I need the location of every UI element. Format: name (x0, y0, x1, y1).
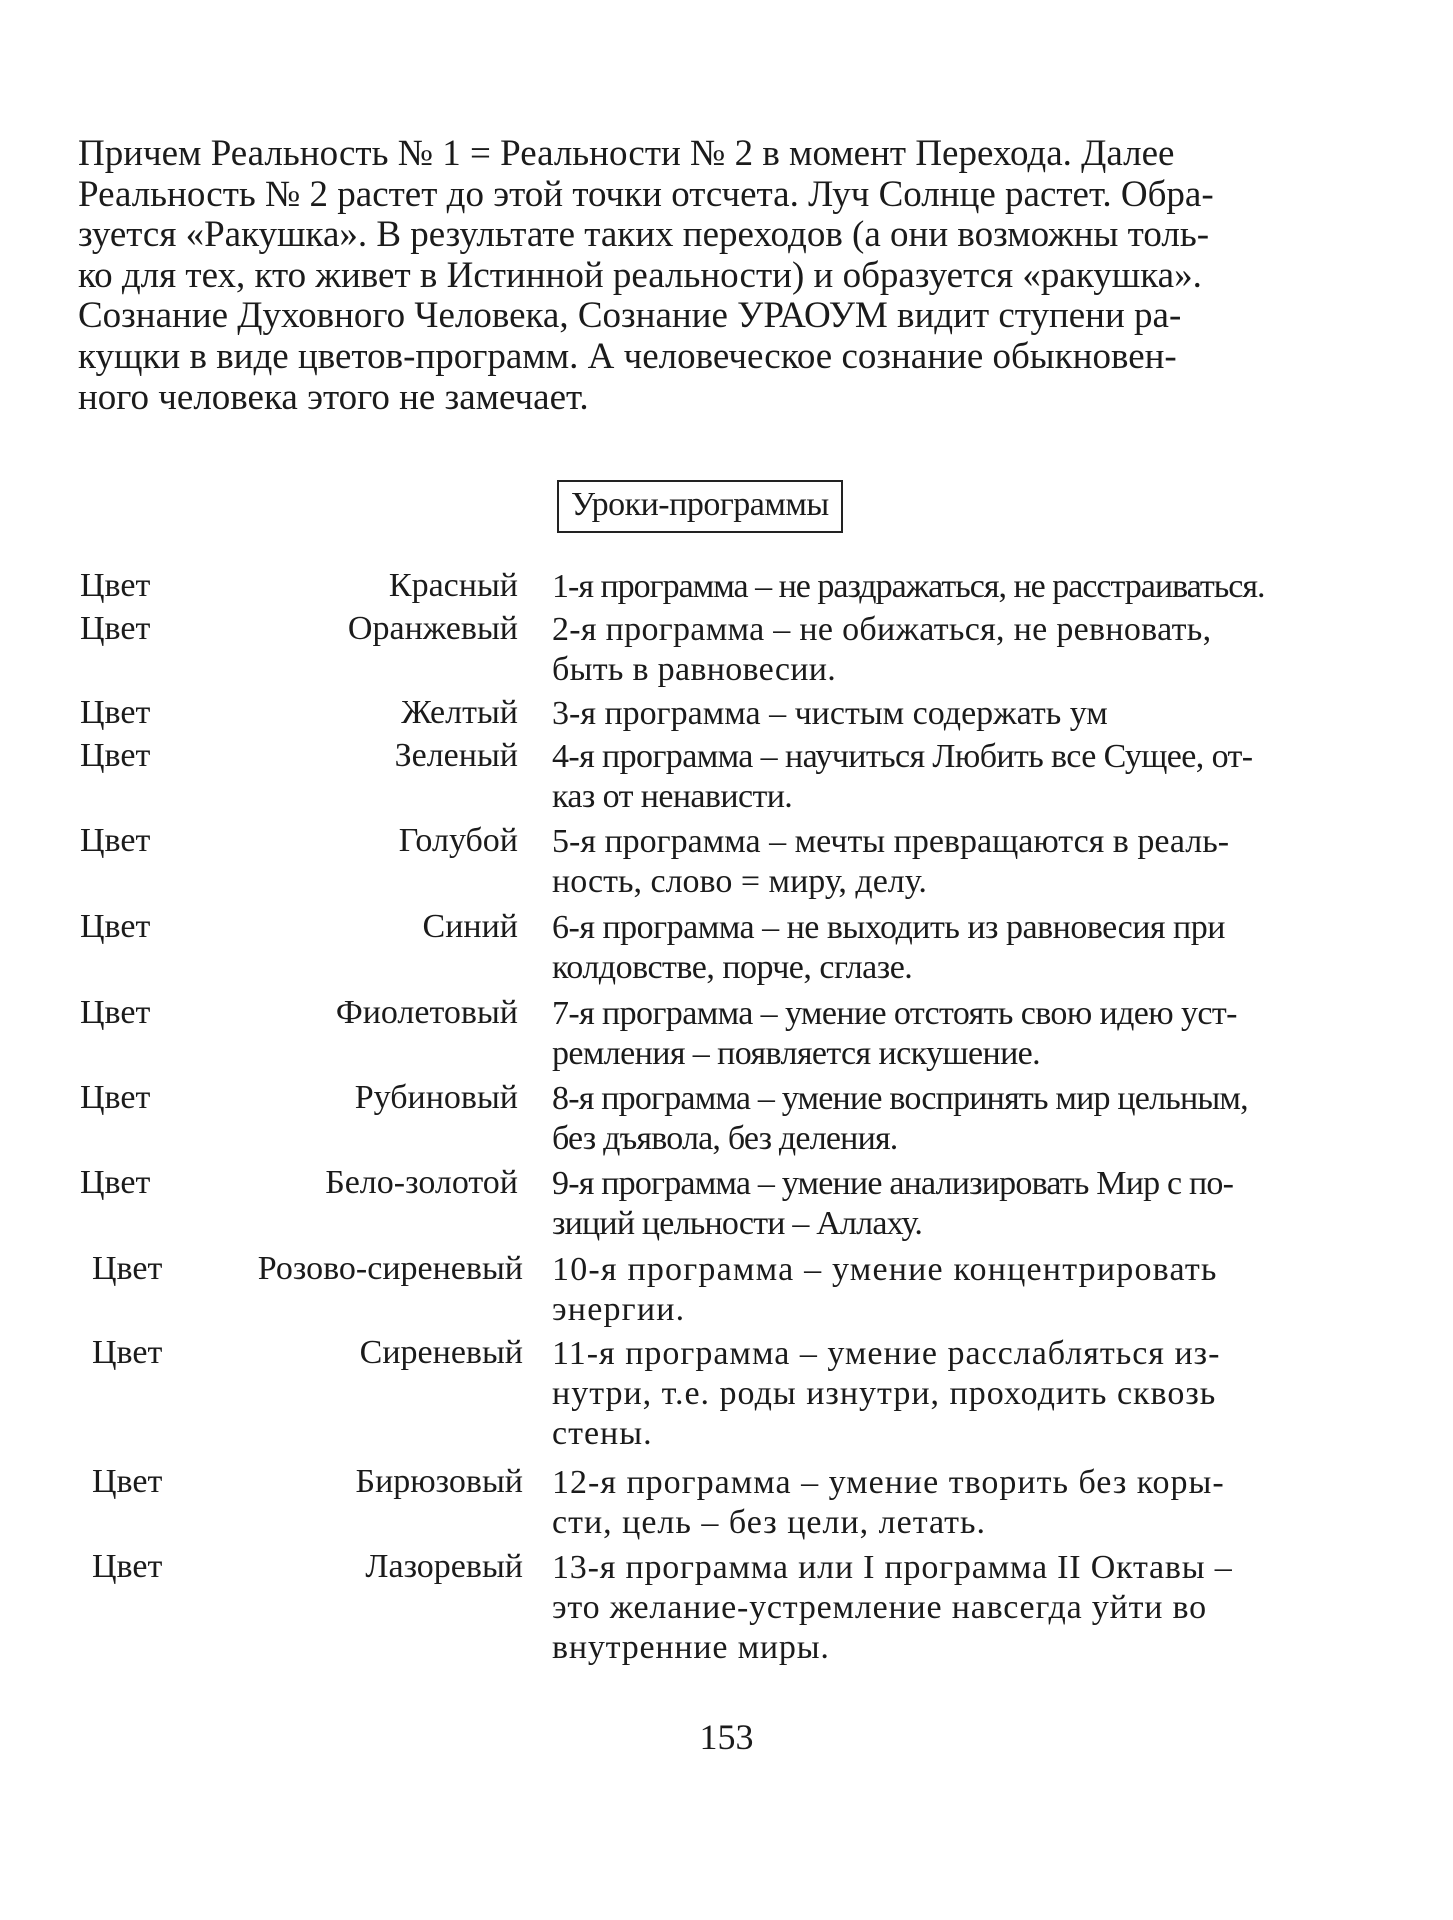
row-description (552, 1548, 1352, 1668)
description-line: 1-я программа – не раздражаться, не расстраиваться. (552, 568, 1265, 605)
description-line: 7-я программа – умение отстоять свою идею уст- (552, 995, 1237, 1032)
intro-line: зуется «Ракушка». В результате таких переходов (а они возможны толь- (78, 214, 1210, 256)
intro-paragraph (78, 134, 1338, 418)
description-line: 5-я программа – мечты превращаются в реаль- (552, 823, 1230, 860)
description-line: 6-я программа – не выходить из равновесия при (552, 909, 1225, 946)
description-line: нутри, т.е. роды изнутри, проходить сквозь (552, 1375, 1217, 1412)
row-label: Цвет (80, 1079, 151, 1116)
description-line: каз от ненависти. (552, 778, 793, 815)
row-label: Цвет (92, 1334, 163, 1371)
row-label: Цвет (92, 1250, 163, 1287)
intro-line: Причем Реальность № 1 = Реальности № 2 в момент Перехода. Далее (78, 133, 1175, 174)
row-color-name: Розово-сиреневый (257, 1250, 523, 1287)
description-line: без дъявола, без деления. (552, 1120, 898, 1157)
description-line: 4-я программа – научиться Любить все Сущее, от- (552, 738, 1253, 775)
row-label: Цвет (80, 908, 151, 945)
description-line: ность, слово = миру, делу. (552, 863, 927, 900)
row-label: Цвет (80, 994, 151, 1031)
row-color-name: Зеленый (394, 737, 518, 774)
intro-line: ного человека этого не замечает. (78, 376, 589, 418)
row-label: Цвет (92, 1548, 163, 1585)
description-line: 3-я программа – чистым содержать ум (552, 695, 1108, 732)
row-color-name: Синий (422, 908, 518, 945)
row-description (552, 1334, 1352, 1454)
row-description (552, 737, 1352, 817)
row-description (552, 1250, 1352, 1330)
intro-line: Реальность № 2 растет до этой точки отсчета. Луч Солнце растет. Обра- (78, 173, 1214, 215)
row-color-name: Оранжевый (347, 610, 518, 647)
row-color-name: Сиреневый (359, 1334, 523, 1371)
intro-line: ко для тех, кто живет в Истинной реальности) и образуется «ракушка». (78, 254, 1202, 296)
page-number: 153 (699, 1717, 754, 1757)
row-description (552, 567, 1352, 607)
row-description (552, 1463, 1352, 1543)
description-line: это желание-устремление навсегда уйти во (552, 1589, 1207, 1626)
description-line: 9-я программа – умение анализировать Мир с по- (552, 1165, 1234, 1202)
row-color-name: Фиолетовый (335, 994, 518, 1031)
description-line: 11-я программа – умение расслабляться из- (552, 1335, 1221, 1372)
description-line: 2-я программа – не обижаться, не ревновать, (552, 611, 1212, 648)
row-label: Цвет (80, 610, 151, 647)
row-description (552, 1079, 1352, 1159)
row-label: Цвет (80, 737, 151, 774)
row-color-name: Лазоревый (365, 1548, 523, 1585)
description-line: энергии. (552, 1291, 686, 1328)
row-description (552, 908, 1352, 988)
description-line: 8-я программа – умение воспринять мир цельным, (552, 1080, 1248, 1117)
description-line: 12-я программа – умение творить без коры- (552, 1464, 1225, 1501)
row-label: Цвет (92, 1463, 163, 1500)
row-color-name: Бирюзовый (355, 1463, 523, 1500)
description-line: сти, цель – без цели, летать. (552, 1504, 987, 1541)
row-description (552, 822, 1352, 902)
row-label: Цвет (80, 822, 151, 859)
row-description (552, 1164, 1352, 1244)
intro-line: Сознание Духовного Человека, Сознание УРАОУМ видит ступени ра- (78, 295, 1182, 337)
description-line: зиций цельности – Аллаху. (552, 1205, 923, 1242)
description-line: стены. (552, 1415, 653, 1452)
section-title: Уроки-программы (557, 480, 843, 533)
row-color-name: Красный (388, 567, 518, 604)
row-color-name: Рубиновый (354, 1079, 518, 1116)
row-description (552, 610, 1352, 690)
intro-line: кущки в виде цветов-программ. А человеческое сознание обыкновен- (78, 335, 1177, 377)
row-label: Цвет (80, 1164, 151, 1201)
row-label: Цвет (80, 694, 151, 731)
description-line: внутренние миры. (552, 1629, 830, 1666)
row-description (552, 994, 1352, 1074)
description-line: 13-я программа или I программа II Октавы – (552, 1549, 1233, 1586)
description-line: колдовстве, порче, сглазе. (552, 949, 913, 986)
row-color-name: Желтый (401, 694, 518, 731)
row-label: Цвет (80, 567, 151, 604)
description-line: 10-я программа – умение концентрировать (552, 1251, 1218, 1288)
description-line: ремления – появляется искушение. (552, 1035, 1041, 1072)
description-line: быть в равновесии. (552, 651, 837, 688)
row-color-name: Бело-золотой (325, 1164, 518, 1201)
row-color-name: Голубой (398, 822, 518, 859)
row-description (552, 694, 1352, 734)
